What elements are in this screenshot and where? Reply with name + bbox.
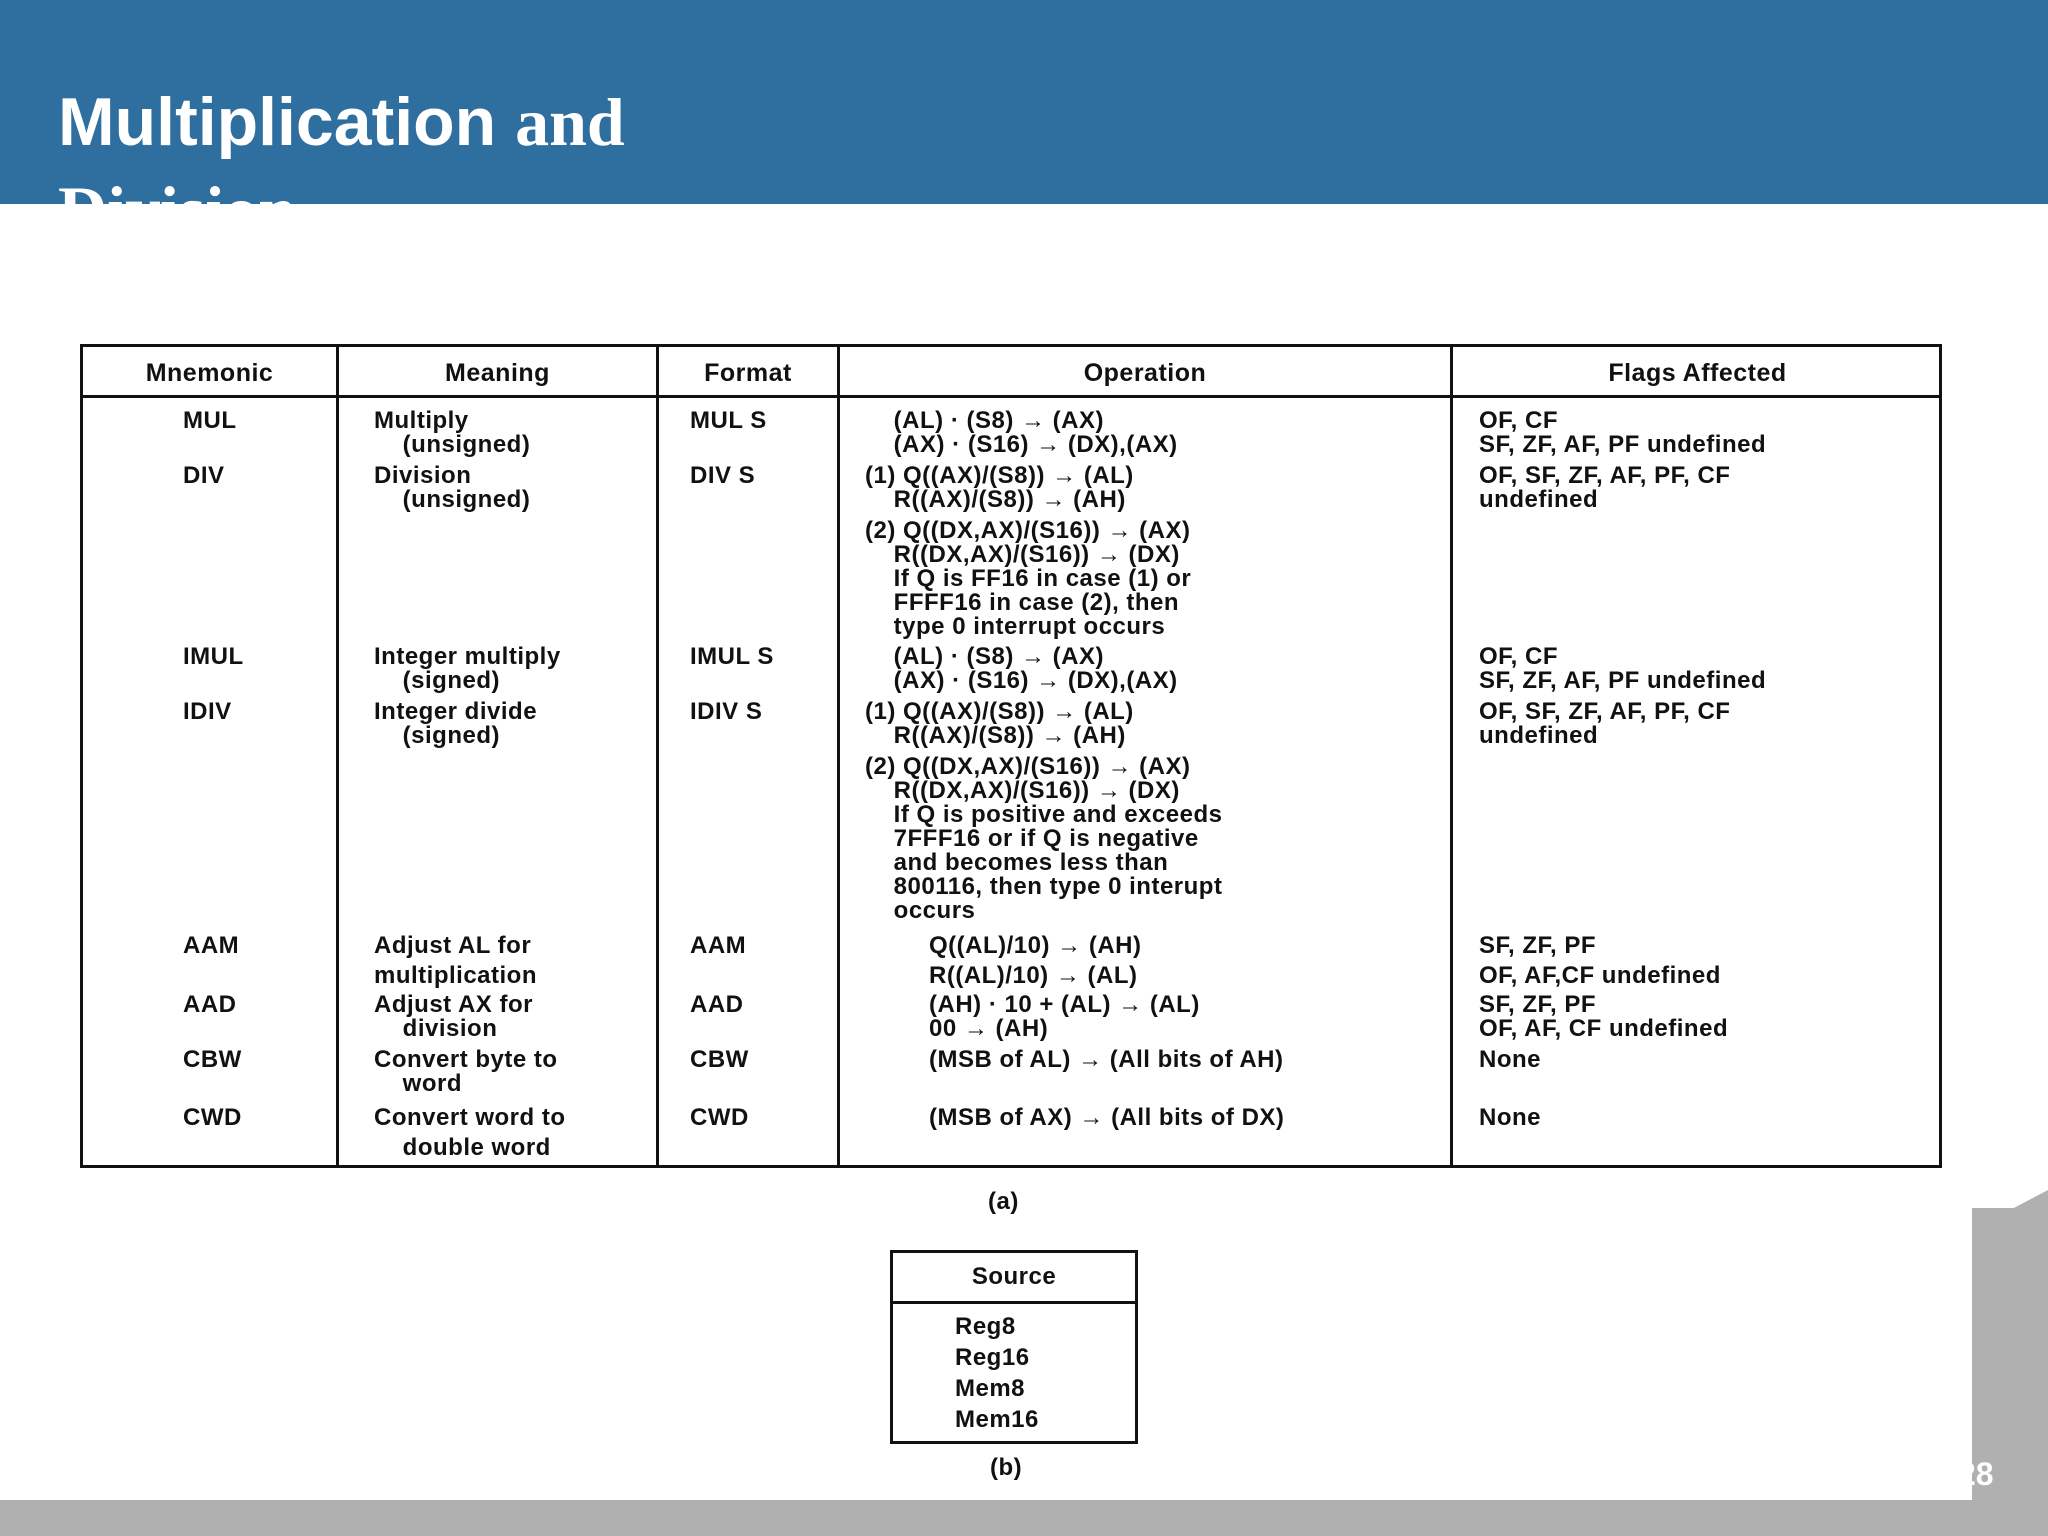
meaning-cell: Integer multiply (signed) [374,643,561,694]
meaning-cell: Multiply (unsigned) [374,407,531,458]
meaning-cell: Convert byte to word [374,1046,558,1097]
header-mnemonic: Mnemonic [145,359,274,387]
title-word-2: and [515,84,625,160]
flags-cell: OF, SF, ZF, AF, PF, CF undefined [1479,698,1731,749]
source-header: Source [971,1263,1057,1290]
flags-cell: None [1479,1104,1541,1131]
flags-cell: SF, ZF, PF OF, AF, CF undefined [1479,991,1729,1042]
mnemonic-cell: IMUL [183,643,244,670]
mnemonic-cell: MUL [183,407,237,434]
operation-cell-continued: (2) Q((DX,AX)/(S16)) → (AX) R((DX,AX)/(S16)) → (DX) If Q is FF16 in case (1) or FFFF16 in case (2), then type 0 interrupt occurs [865,517,1192,640]
table-b-caption: (b) [990,1454,1023,1481]
operation-cell: (MSB of AL) → (All bits of AH) [929,1046,1284,1073]
operation-cell: (AL) · (S8) → (AX) (AX) · (S16) → (DX),(AX) [893,643,1178,694]
meaning-cell: Convert word to double word [374,1104,566,1161]
source-item: Reg16 [955,1344,1030,1371]
source-item: Mem16 [955,1406,1039,1433]
table-a-caption: (a) [988,1188,1019,1215]
format-cell: CBW [690,1046,749,1073]
operation-cell: (1) Q((AX)/(S8)) → (AL) R((AX)/(S8)) → (AH) [865,698,1134,749]
operation-cell: (AH) · 10 + (AL) → (AL) 00 → (AH) [929,991,1200,1042]
title-word-3: Division [58,172,297,248]
decorative-bottom-bar [0,1500,2048,1536]
slide-header [0,0,2048,248]
operation-cell: (MSB of AX) → (All bits of DX) [929,1104,1285,1131]
meaning-cell: Adjust AL for multiplication [374,932,537,989]
column-divider [656,347,659,1165]
mnemonic-cell: IDIV [183,698,232,725]
source-header-divider [893,1301,1135,1304]
format-cell: DIV S [690,462,756,489]
slide-title [58,78,678,254]
header-format: Format [704,359,792,387]
column-divider [1450,347,1453,1165]
source-item: Mem8 [955,1375,1026,1402]
format-cell: CWD [690,1104,749,1131]
meaning-cell: Integer divide (signed) [374,698,538,749]
title-word-1: Multiplication [58,84,497,160]
mnemonic-cell: DIV [183,462,225,489]
flags-cell: OF, SF, ZF, AF, PF, CF undefined [1479,462,1731,513]
format-cell: AAM [690,932,747,959]
decorative-wedge [1972,1190,2048,1230]
flags-cell: SF, ZF, PF OF, AF,CF undefined [1479,932,1721,989]
operation-cell-continued: (2) Q((DX,AX)/(S16)) → (AX) R((DX,AX)/(S16)) → (DX) If Q is positive and exceeds 7FFF16 or if Q is negative and becomes less than 800116, then type 0 interupt occurs [865,753,1223,924]
header-flags: Flags Affected [1608,359,1787,387]
format-cell: AAD [690,991,744,1018]
flags-cell: OF, CF SF, ZF, AF, PF undefined [1479,643,1767,694]
mnemonic-cell: CBW [183,1046,242,1073]
source-table [890,1250,1138,1444]
header-meaning: Meaning [445,359,550,387]
flags-cell: OF, CF SF, ZF, AF, PF undefined [1479,407,1767,458]
format-cell: IDIV S [690,698,763,725]
meaning-cell: Division (unsigned) [374,462,531,513]
operation-cell: (AL) · (S8) → (AX) (AX) · (S16) → (DX),(AX) [893,407,1178,458]
operation-cell: Q((AL)/10) → (AH) R((AL)/10) → (AL) [929,932,1142,989]
instruction-table [80,344,1942,1168]
format-cell: MUL S [690,407,767,434]
meaning-cell: Adjust AX for division [374,991,533,1042]
column-divider [837,347,840,1165]
header-operation: Operation [1083,359,1207,387]
column-divider [336,347,339,1165]
page-number: 28 [1958,1456,1994,1492]
header-divider [83,395,1939,398]
mnemonic-cell: AAD [183,991,237,1018]
source-item: Reg8 [955,1313,1016,1340]
mnemonic-cell: AAM [183,932,240,959]
flags-cell: None [1479,1046,1541,1073]
mnemonic-cell: CWD [183,1104,242,1131]
operation-cell: (1) Q((AX)/(S8)) → (AL) R((AX)/(S8)) → (AH) [865,462,1134,513]
format-cell: IMUL S [690,643,774,670]
